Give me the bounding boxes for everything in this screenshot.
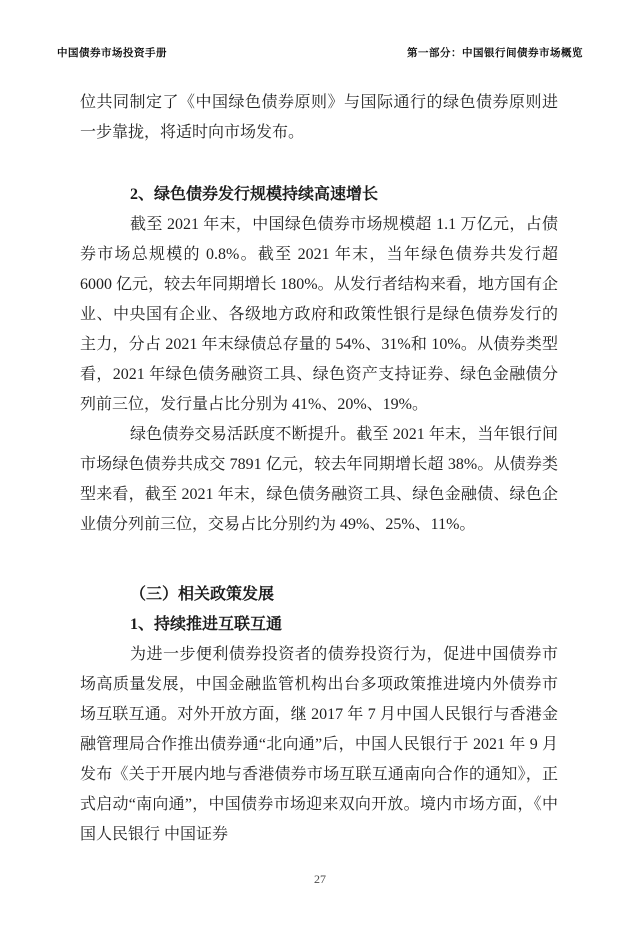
heading-interconnection: 1、持续推进互联互通: [130, 616, 283, 633]
header-section-title: 第一部分：中国银行间债券市场概览: [407, 47, 583, 59]
paragraph-green-principles-continuation: 位共同制定了《中国绿色债券原则》与国际通行的绿色债券原则进一步靠拢，将适时向市场发布。: [80, 94, 558, 141]
page-header: [57, 45, 583, 60]
page-footer: [0, 872, 640, 887]
document-body: [80, 88, 558, 850]
paragraph-policy-development: 为进一步便利债券投资者的债券投资行为，促进中国债券市场高质量发展，中国金融监管机构出台多项政策推进境内外债券市场互联互通。对外开放方面，继 2017 年 7 月中国人民银行与香港金融管理局合作推出债券通“北向通”后，中国人民银行于 2021 年 9 月发布《关于开展内地与香港债券市场互联互通南向合作的通知》，正式启动“南向通”，中国债券市场迎来双向开放。境内市场方面，《中国人民银行 中国证券: [80, 646, 558, 843]
header-booklet-title: 中国债券市场投资手册: [57, 47, 167, 59]
page-number: 27: [314, 872, 326, 886]
paragraph-issuance-scale: 截至 2021 年末，中国绿色债券市场规模超 1.1 万亿元，占债券市场总规模的 0.8%。截至 2021 年末，当年绿色债券共发行超 6000 亿元，较去年同期增长 180%。从发行者结构来看，地方国有企业、中央国有企业、各级地方政府和政策性银行是绿色债券发行的主力，分占 2021 年末绿债总存量的 54%、31%和 10%。从债券类型看，2021 年绿色债务融资工具、绿色资产支持证券、绿色金融债分列前三位，发行量占比分别为 41%、20%、19%。: [80, 216, 558, 413]
heading-related-policy: （三）相关政策发展: [130, 586, 275, 603]
heading-green-bond-growth: 2、绿色债券发行规模持续高速增长: [130, 186, 379, 203]
paragraph-trading-activity: 绿色债券交易活跃度不断提升。截至 2021 年末，当年银行间市场绿色债券共成交 7891 亿元，较去年同期增长超 38%。从债券类型来看，截至 2021 年末，绿色债务融资工具、绿色金融债、绿色企业债分列前三位，交易占比分别约为 49%、25%、11%。: [80, 426, 558, 533]
